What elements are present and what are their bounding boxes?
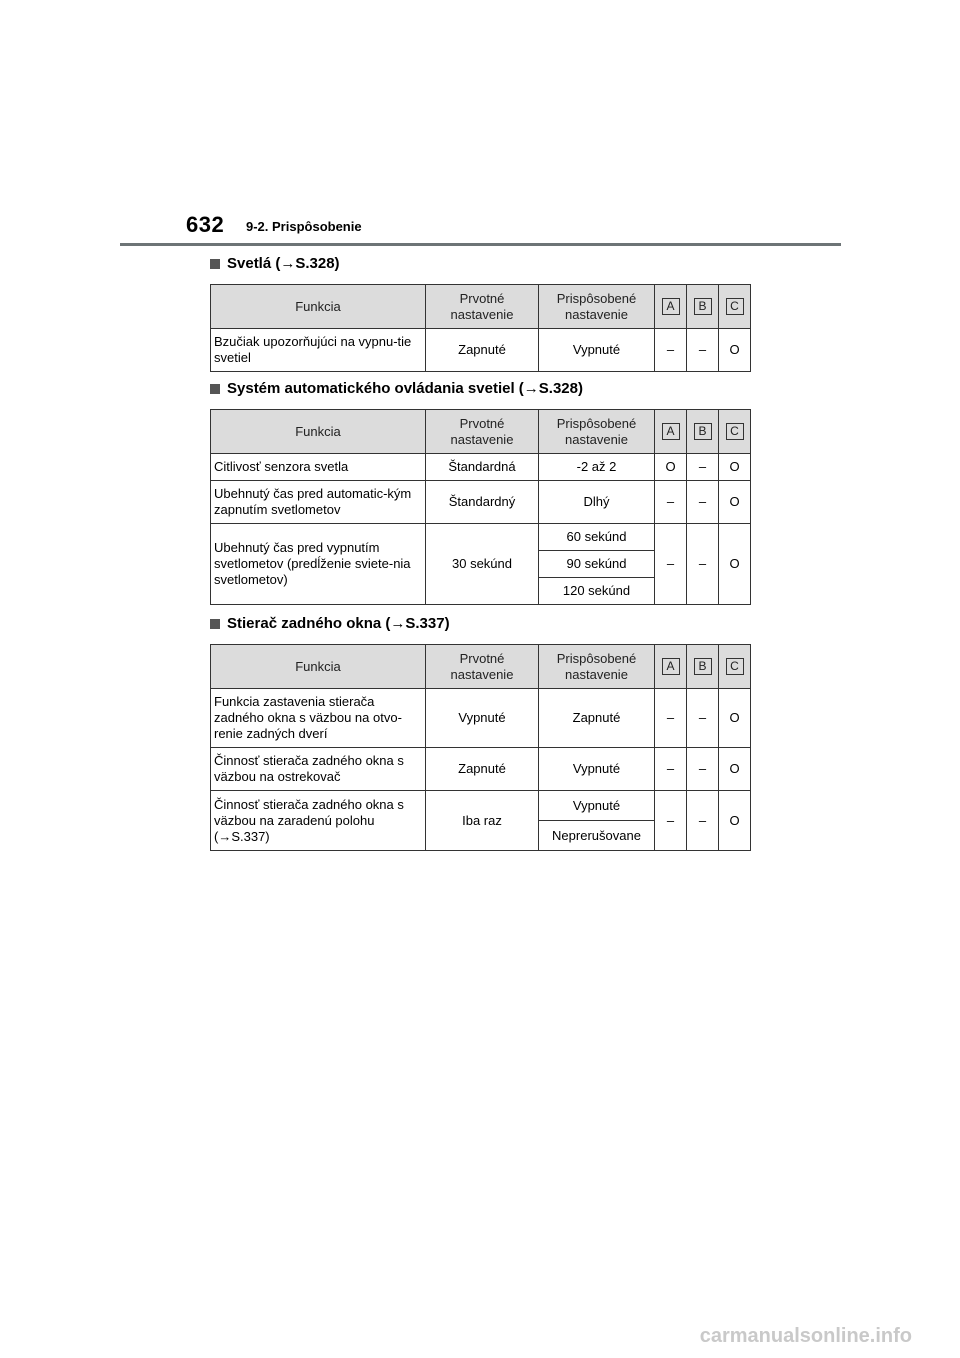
cell-b: – [687, 689, 719, 748]
table-row [211, 481, 751, 524]
section-title-text: Systém automatického ovládania svetiel (→S.328) [227, 380, 583, 397]
label-c-box: C [726, 658, 744, 675]
table-row [211, 689, 751, 748]
cell-func: Bzučiak upozorňujúci na vypnu-tie svetiel [211, 329, 426, 372]
cell-func: Citlivosť senzora svetla [211, 454, 426, 481]
cell-a: – [655, 329, 687, 372]
cell-b: – [687, 454, 719, 481]
cell-b: – [687, 524, 719, 605]
section-title-rear-wiper [210, 615, 450, 632]
section-title-text: Svetlá (→S.328) [227, 255, 340, 272]
cell-func: Funkcia zastavenia stierača zadného okna s väzbou na otvo-renie zadných dverí [211, 689, 426, 748]
cell-func: Ubehnutý čas pred automatic-kým zapnutím svetlometov [211, 481, 426, 524]
cell-custom: -2 až 2 [539, 454, 655, 481]
col-header-a [655, 645, 687, 689]
chapter-title: 9-2. Prispôsobenie [246, 219, 362, 234]
col-header-b [687, 285, 719, 329]
table-row [211, 791, 751, 821]
cell-a: O [655, 454, 687, 481]
col-header-a [655, 410, 687, 454]
section-title-auto-lights [210, 380, 583, 397]
col-header-default: Prvotné nastavenie [426, 410, 539, 454]
watermark-text: carmanualsonline.info [699, 1325, 912, 1347]
cell-c: O [719, 329, 751, 372]
cell-b: – [687, 791, 719, 851]
cell-a: – [655, 748, 687, 791]
page-number: 632 [186, 212, 225, 237]
col-header-custom: Prispôsobené nastavenie [539, 645, 655, 689]
cell-default: Štandardný [426, 481, 539, 524]
cell-a: – [655, 689, 687, 748]
col-header-c [719, 285, 751, 329]
cell-b: – [687, 329, 719, 372]
label-b-box: B [694, 658, 712, 675]
table-header-row [211, 410, 751, 454]
cell-default: Zapnuté [426, 329, 539, 372]
cell-default: Štandardná [426, 454, 539, 481]
table-row [211, 454, 751, 481]
table-lights [210, 284, 751, 372]
cell-func: Činnosť stierača zadného okna s väzbou na ostrekovač [211, 748, 426, 791]
table-rear-wiper [210, 644, 751, 851]
label-a-box: A [662, 298, 680, 315]
col-header-default: Prvotné nastavenie [426, 645, 539, 689]
header-rule [120, 243, 841, 246]
table-auto-lights [210, 409, 751, 605]
cell-custom: Zapnuté [539, 689, 655, 748]
table-header-row [211, 285, 751, 329]
table-row [211, 524, 751, 551]
cell-custom: Vypnuté [539, 748, 655, 791]
label-c-box: C [726, 298, 744, 315]
label-b-box: B [694, 423, 712, 440]
cell-custom: Vypnuté [539, 329, 655, 372]
cell-default: Zapnuté [426, 748, 539, 791]
cell-b: – [687, 481, 719, 524]
col-header-default: Prvotné nastavenie [426, 285, 539, 329]
col-header-c [719, 410, 751, 454]
col-header-a [655, 285, 687, 329]
cell-custom-option: 90 sekúnd [539, 551, 655, 578]
cell-custom-option: Neprerušovane [539, 821, 655, 851]
cell-c: O [719, 524, 751, 605]
table-row [211, 329, 751, 372]
cell-a: – [655, 524, 687, 605]
cell-custom-option: 60 sekúnd [539, 524, 655, 551]
square-bullet-icon [210, 259, 220, 269]
cell-c: O [719, 791, 751, 851]
col-header-b [687, 645, 719, 689]
cell-custom-option: Vypnuté [539, 791, 655, 821]
label-a-box: A [662, 423, 680, 440]
cell-a: – [655, 481, 687, 524]
square-bullet-icon [210, 619, 220, 629]
col-header-func: Funkcia [211, 285, 426, 329]
col-header-b [687, 410, 719, 454]
col-header-custom: Prispôsobené nastavenie [539, 285, 655, 329]
cell-default: 30 sekúnd [426, 524, 539, 605]
col-header-c [719, 645, 751, 689]
label-b-box: B [694, 298, 712, 315]
cell-c: O [719, 454, 751, 481]
cell-custom-option: 120 sekúnd [539, 578, 655, 605]
cell-b: – [687, 748, 719, 791]
cell-func: Činnosť stierača zadného okna s väzbou na zaradenú polohu (→S.337) [211, 791, 426, 851]
cell-c: O [719, 481, 751, 524]
cell-a: – [655, 791, 687, 851]
col-header-func: Funkcia [211, 410, 426, 454]
cell-custom: Dlhý [539, 481, 655, 524]
cell-default: Iba raz [426, 791, 539, 851]
cell-c: O [719, 689, 751, 748]
table-header-row [211, 645, 751, 689]
cell-c: O [719, 748, 751, 791]
col-header-func: Funkcia [211, 645, 426, 689]
col-header-custom: Prispôsobené nastavenie [539, 410, 655, 454]
label-a-box: A [662, 658, 680, 675]
table-row [211, 748, 751, 791]
section-title-lights [210, 255, 340, 272]
cell-func: Ubehnutý čas pred vypnutím svetlometov (predĺženie sviete-nia svetlometov) [211, 524, 426, 605]
square-bullet-icon [210, 384, 220, 394]
cell-default: Vypnuté [426, 689, 539, 748]
label-c-box: C [726, 423, 744, 440]
section-title-text: Stierač zadného okna (→S.337) [227, 615, 450, 632]
